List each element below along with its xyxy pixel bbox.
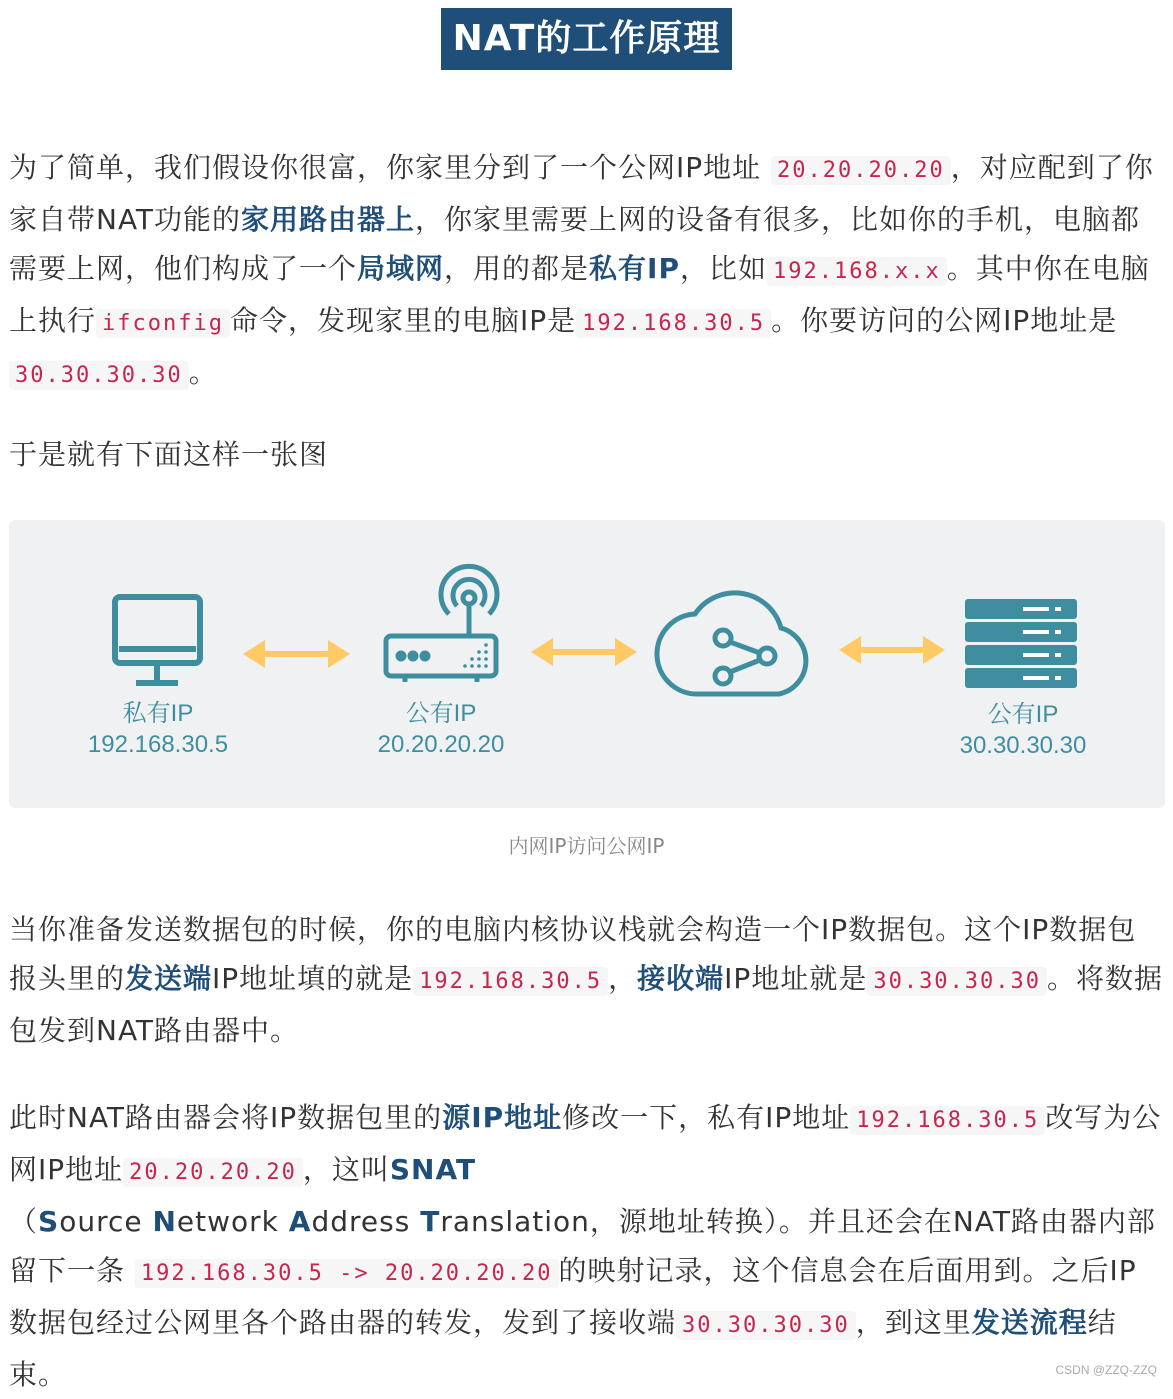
text: 命令，发现家里的电脑IP是	[229, 304, 577, 337]
text: ，比如	[680, 252, 768, 285]
text: 。将数据包发到NAT路由器中。	[9, 962, 1164, 1047]
highlight: S	[38, 1205, 60, 1238]
text: ，	[608, 962, 638, 995]
inline-code: ifconfig	[96, 309, 230, 338]
text: ，这叫	[302, 1153, 390, 1186]
highlight: 接收端	[637, 962, 725, 995]
highlight: 私有IP	[589, 252, 680, 285]
double-arrow-icon	[243, 640, 350, 668]
inline-code: 30.30.30.30	[9, 361, 189, 390]
figure-caption: 内网IP访问公网IP	[508, 834, 665, 858]
text: ource	[59, 1205, 153, 1238]
text: 的映射记录，这个信息会在后面用到。之后IP数据包经过公网里各个路由器的转发，发到了接收端	[9, 1254, 1137, 1339]
highlight: 发送端	[125, 962, 213, 995]
text: 结束。	[9, 1306, 1117, 1391]
node-label-server	[913, 699, 1133, 761]
inline-code: 30.30.30.30	[676, 1311, 856, 1340]
inline-code: 20.20.20.20	[123, 1158, 303, 1187]
nat-diagram-svg	[9, 520, 1165, 808]
text: 为了简单，我们假设你很富，你家里分到了一个公网IP地址	[9, 151, 772, 184]
inline-code: 192.168.30.5	[413, 967, 608, 996]
page-title: NAT的工作原理	[441, 8, 733, 70]
highlight: SNAT	[389, 1153, 477, 1186]
highlight: A	[288, 1205, 312, 1238]
text: ddress	[311, 1205, 421, 1238]
node-ip: 20.20.20.20	[377, 731, 505, 758]
node-label: 私有IP	[122, 700, 194, 727]
highlight: 家用路由器上	[241, 203, 416, 236]
cloud-share-icon	[657, 593, 806, 694]
inline-code: 30.30.30.30	[867, 967, 1047, 996]
node-label-router	[331, 698, 551, 760]
text: etwork	[176, 1205, 289, 1238]
highlight: T	[420, 1205, 441, 1238]
inline-code: 192.168.30.5 -> 20.20.20.20	[135, 1259, 559, 1288]
node-label: 公有IP	[405, 700, 477, 727]
node-ip: 30.30.30.30	[959, 732, 1087, 759]
text: 改写为公网IP地址	[9, 1101, 1162, 1186]
paragraph-figure-intro: 于是就有下面这样一张图	[9, 438, 329, 471]
text: 此时NAT路由器会将IP数据包里的	[9, 1101, 443, 1134]
highlight: 源IP地址	[442, 1101, 563, 1134]
inline-code: 20.20.20.20	[771, 156, 951, 185]
server-icon	[965, 599, 1077, 688]
text: 。你要访问的公网IP地址是	[771, 304, 1118, 337]
text: ，用的都是	[444, 252, 590, 285]
double-arrow-icon	[531, 638, 637, 666]
text: ，到这里	[855, 1306, 972, 1339]
highlight: 局域网	[357, 252, 445, 285]
node-ip: 192.168.30.5	[87, 731, 229, 758]
highlight: N	[152, 1205, 177, 1238]
double-arrow-icon	[839, 636, 945, 664]
inline-code: 192.168.x.x	[767, 257, 947, 286]
text: IP地址填的就是	[212, 962, 414, 995]
text: ranslation，源地址转换）。并且还会在NAT路由器内部留下一条	[9, 1205, 1156, 1287]
node-label-private	[48, 698, 268, 760]
monitor-icon	[115, 597, 200, 683]
paragraph-snat	[9, 1093, 1164, 1399]
text: ，你家里需要上网的设备有很多，比如你的手机，电脑都需要上网，他们构成了一个	[9, 203, 1141, 285]
text: （	[9, 1205, 39, 1238]
highlight: 发送流程	[971, 1306, 1088, 1339]
text: ，对应配到了你家自带NAT功能的	[9, 151, 1154, 236]
watermark: CSDN @ZZQ-ZZQ	[1055, 1363, 1157, 1377]
inline-code: 192.168.30.5	[576, 309, 771, 338]
paragraph-send	[9, 905, 1164, 1055]
text: 。其中你在电脑上执行	[9, 252, 1150, 337]
title-wrap	[0, 8, 1173, 70]
text: 修改一下，私有IP地址	[562, 1101, 851, 1134]
router-icon	[386, 566, 497, 682]
inline-code: 192.168.30.5	[850, 1106, 1045, 1135]
nat-diagram	[9, 520, 1165, 808]
text: 。	[188, 356, 218, 389]
text: IP地址就是	[724, 962, 868, 995]
node-label: 公有IP	[987, 701, 1059, 728]
paragraph-intro	[9, 143, 1164, 400]
text: 当你准备发送数据包的时候，你的电脑内核协议栈就会构造一个IP数据包。这个IP数据包报头里的	[9, 913, 1137, 995]
